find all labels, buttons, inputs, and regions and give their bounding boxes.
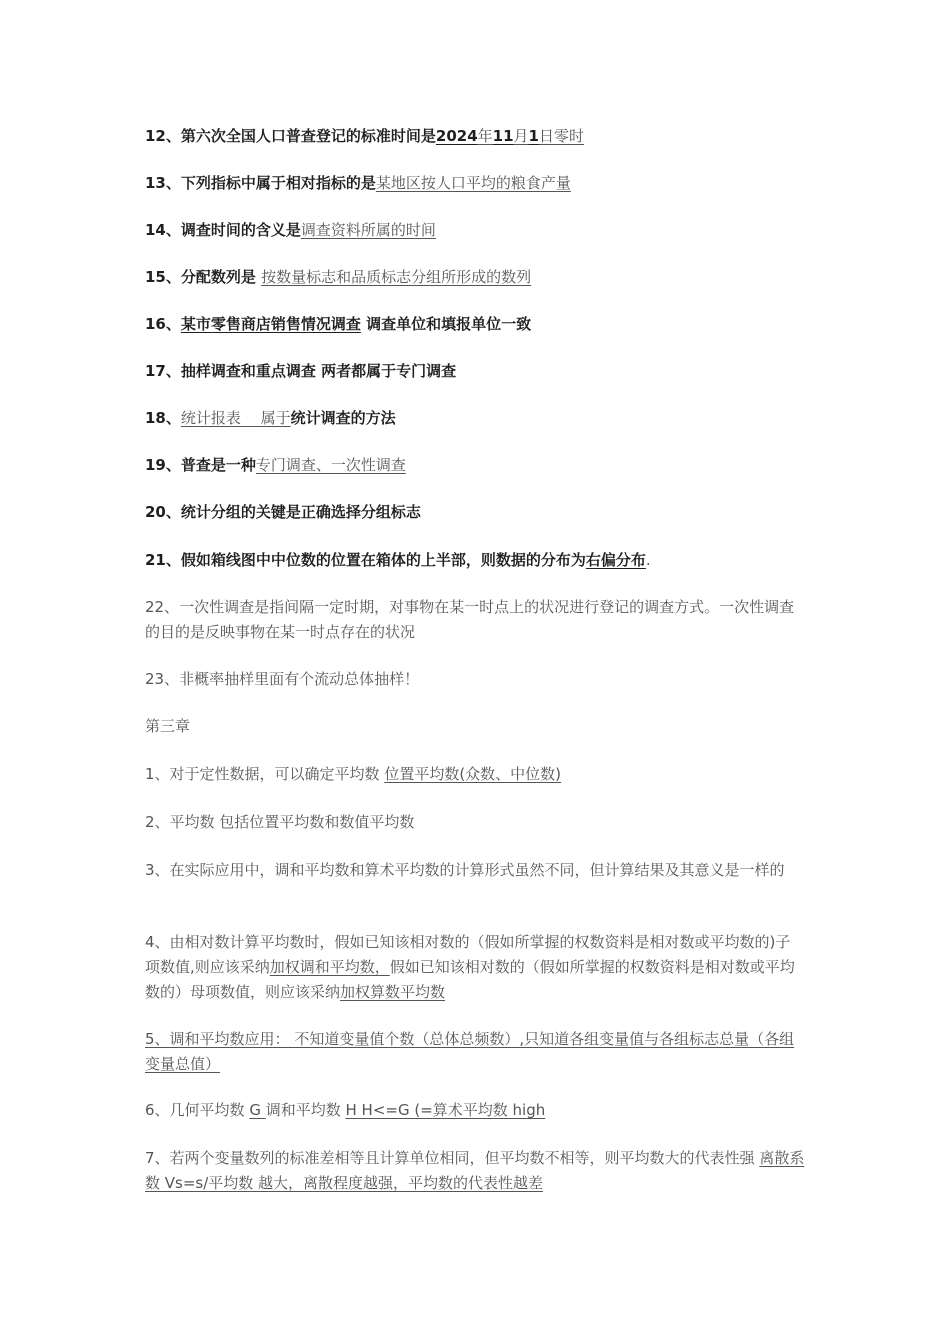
ch3-item-5-answer: 调和平均数应用： 不知道变量值个数（总体总频数）,只知道各组变量值与各组标志总量（各组变量总值）: [145, 1030, 795, 1073]
ch3-item-6-mid: 调和平均数: [265, 1101, 346, 1119]
item-15-text: 15、分配数列是: [145, 268, 262, 286]
ch3-item-4-answer-1: 加权调和平均数，: [269, 958, 390, 976]
item-12-answer-day-unit: 日零时: [538, 127, 584, 145]
item-19-text: 19、普查是一种: [145, 456, 256, 474]
item-13: [145, 171, 805, 196]
item-12-answer-year: 2024: [435, 127, 478, 145]
ch3-item-4: [145, 930, 805, 1005]
item-19-answer: 专门调查、一次性调查: [255, 456, 406, 474]
ch3-item-3: [145, 858, 805, 883]
ch3-item-3-text: 3、在实际应用中，调和平均数和算术平均数的计算形式虽然不同，但计算结果及其意义是一样的: [145, 861, 785, 879]
ch3-item-1-answer: 位置平均数(众数、中位数): [384, 765, 562, 783]
item-18-text: 18、: [145, 409, 181, 427]
ch3-item-6: [145, 1098, 805, 1123]
item-13-answer: 某地区按人口平均的粮食产量: [375, 174, 571, 192]
chapter-heading: [145, 714, 805, 739]
item-14-answer-text: 调查资料所属的时间: [300, 221, 436, 239]
item-12-answer-year-unit: 年: [477, 127, 493, 145]
item-16-answer: 某市零售商店销售情况调查: [180, 315, 361, 333]
ch3-item-1-text: 1、对于定性数据，可以确定平均数: [145, 765, 385, 783]
ch3-item-4-text-1: 4、由相对数计算平均数时，假如已知该相对数的（假如所掌握的权数资料是相对数或平均数的)子项数值,则应该采纳: [145, 933, 791, 976]
item-17: [145, 359, 805, 384]
item-18: [145, 406, 805, 431]
item-12-answer-day: 1: [528, 127, 539, 145]
ch3-item-6-answer-h: H H<=G (=算术平均数 high: [345, 1101, 546, 1119]
item-16: [145, 312, 805, 337]
item-14-text: 14、调查时间的含义是: [145, 221, 301, 239]
chapter-title: 第三章: [145, 717, 191, 735]
item-12-answer-month-unit: 月: [513, 127, 529, 145]
item-20-text: 20、统计分组的关键是正确选择分组标志: [145, 503, 421, 521]
item-14: [145, 218, 805, 243]
ch3-item-4-text-2: 假如已知该相对数的（假如所掌握的权数资料是相对数或平均数的）母项数值，则应该采纳: [145, 958, 795, 1001]
item-21-text: 21、假如箱线图中中位数的位置在箱体的上半部，则数据的分布为: [145, 551, 586, 569]
item-18-answer: 统计报表 属于: [180, 409, 291, 427]
item-22: [145, 595, 805, 645]
item-15-answer-text: 按数量标志和品质标志分组所形成的数列: [261, 268, 532, 286]
item-22-text: 22、一次性调查是指间隔一定时期，对事物在某一时点上的状况进行登记的调查方式。一次性调查的目的是反映事物在某一时点存在的状况: [145, 598, 795, 641]
ch3-item-5-text: 5、: [145, 1030, 170, 1048]
ch3-item-7-text: 7、若两个变量数列的标准差相等且计算单位相同，但平均数不相等，则平均数大的代表性强: [145, 1149, 760, 1167]
item-15-answer: [261, 268, 563, 286]
item-21-answer: 右偏分布: [585, 551, 646, 569]
item-23-text: 23、非概率抽样里面有个流动总体抽样！: [145, 670, 420, 688]
item-13-text: 13、下列指标中属于相对指标的是: [145, 174, 376, 192]
ch3-item-4-answer-2: 加权算数平均数: [340, 983, 446, 1001]
item-20: [145, 500, 805, 525]
ch3-item-2-text: 2、平均数 包括位置平均数和数值平均数: [145, 813, 415, 831]
ch3-item-6-text: 6、几何平均数: [145, 1101, 250, 1119]
ch3-item-7-answer: 离散系数 Vs=s/平均数 越大，离散程度越强，平均数的代表性越差: [145, 1149, 805, 1192]
item-19: [145, 453, 805, 478]
item-21: [145, 548, 805, 573]
ch3-item-7: [145, 1146, 805, 1196]
ch3-item-6-answer-g: G: [249, 1101, 266, 1119]
item-21-suffix: .: [645, 551, 651, 569]
item-16-suffix: 调查单位和填报单位一致: [360, 315, 532, 333]
item-23: [145, 667, 805, 692]
item-12-text: 12、第六次全国人口普查登记的标准时间是: [145, 127, 436, 145]
item-18-suffix: 统计调查的方法: [290, 409, 396, 427]
ch3-item-2: [145, 810, 805, 835]
ch3-item-1: [145, 762, 805, 787]
item-12: [145, 124, 805, 149]
ch3-item-5-line: [145, 1030, 794, 1073]
item-12-answer-month: 11: [492, 127, 514, 145]
item-14-answer: [301, 221, 486, 239]
ch3-item-5: [145, 1027, 805, 1077]
item-16-text: 16、: [145, 315, 181, 333]
item-15: [145, 265, 805, 290]
item-17-text: 17、抽样调查和重点调查 两者都属于专门调查: [145, 362, 457, 380]
